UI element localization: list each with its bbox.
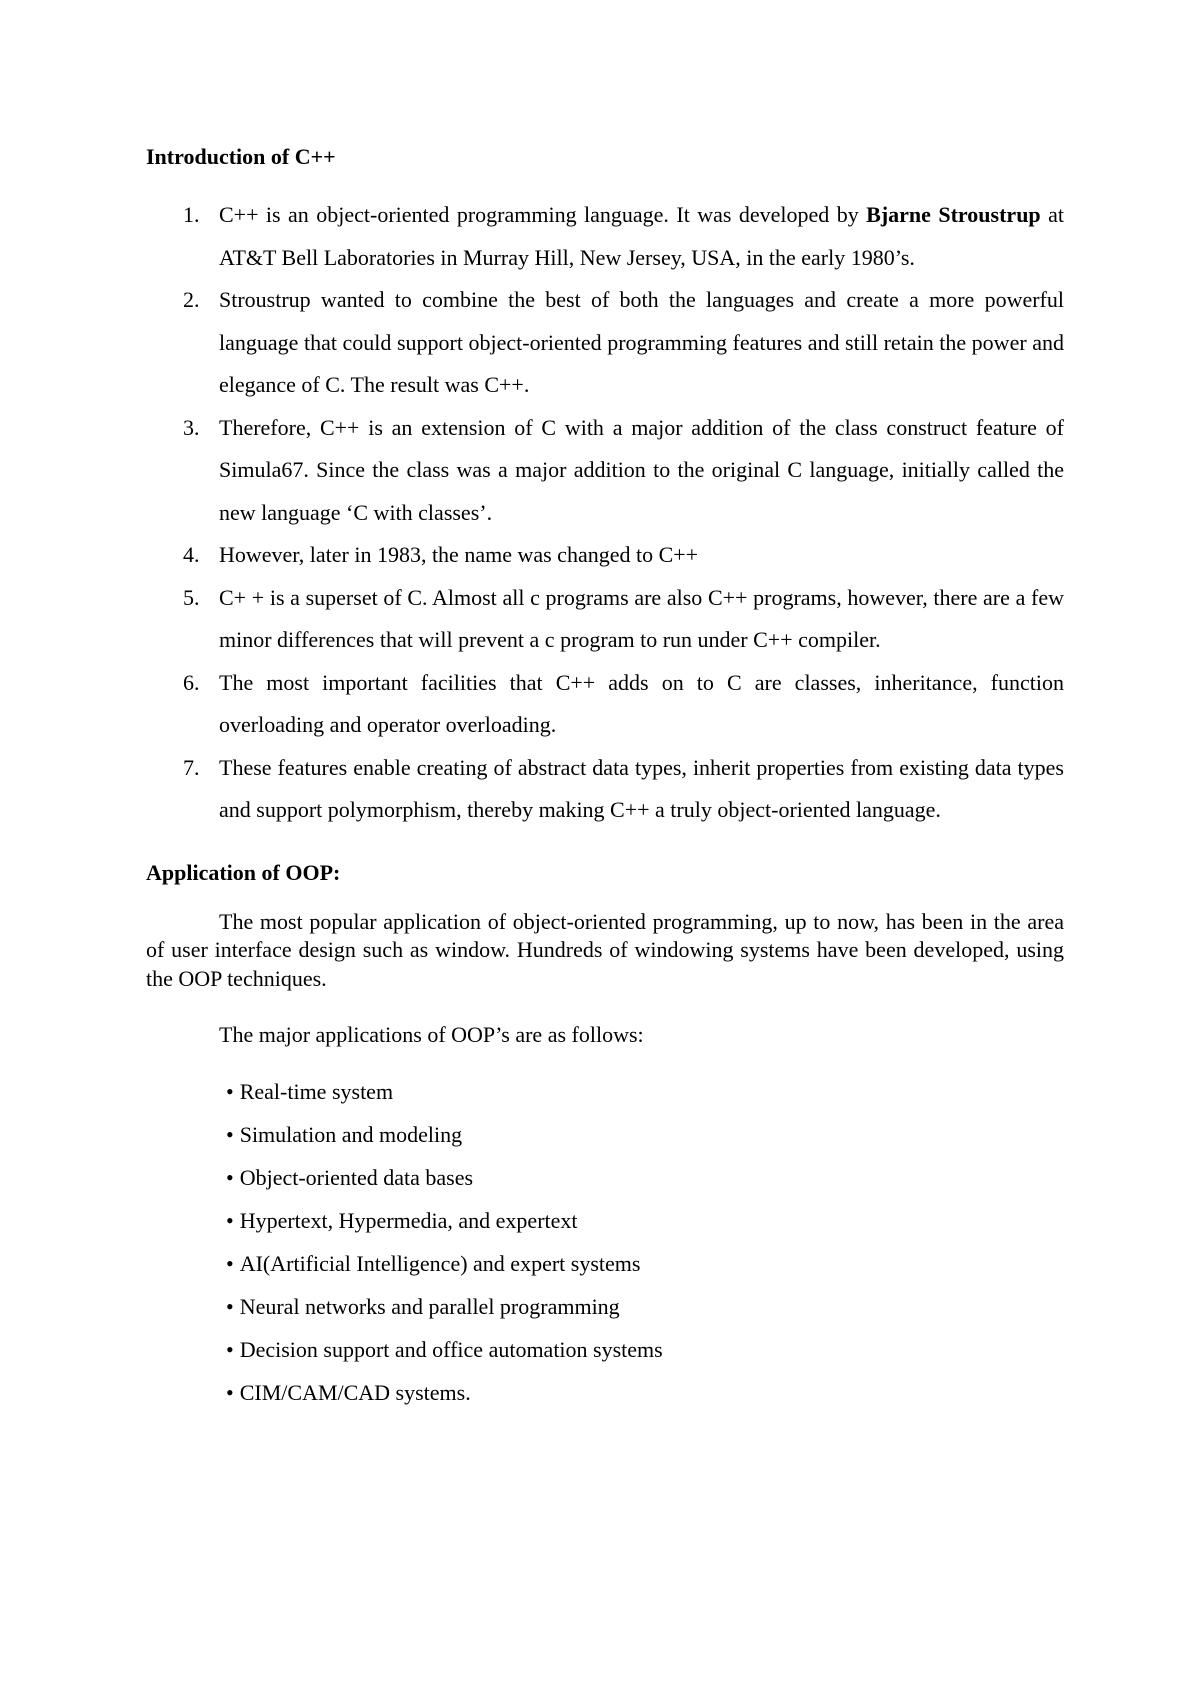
list-item-text: Neural networks and parallel programming [239, 1293, 620, 1319]
applications-list [146, 1070, 1064, 1414]
list-item-bold-name: Bjarne Stroustrup [866, 202, 1041, 227]
list-item-text: AI(Artificial Intelligence) and expert systems [239, 1250, 641, 1276]
list-item [146, 1070, 1064, 1113]
list-item-text: Decision support and office automation systems [239, 1336, 663, 1362]
list-item-text: C++ is an object-oriented programming language. It was developed by [219, 202, 867, 227]
list-item-number: 6. [183, 669, 200, 695]
list-item [146, 1242, 1064, 1285]
list-item [146, 662, 1064, 747]
bullet-icon: • [226, 1078, 234, 1104]
list-item [146, 577, 1064, 662]
document-page [146, 142, 1064, 1414]
list-item [146, 194, 1064, 279]
bullet-icon: • [226, 1121, 234, 1147]
list-item [146, 1371, 1064, 1414]
list-item-text: Simulation and modeling [239, 1121, 463, 1147]
list-item-text: Hypertext, Hypermedia, and expertext [239, 1207, 578, 1233]
application-heading: Application of OOP: [146, 859, 341, 885]
list-item [146, 1328, 1064, 1371]
list-item [146, 1156, 1064, 1199]
list-item-number: 5. [183, 584, 200, 610]
list-item-number: 2. [183, 287, 200, 312]
intro-heading: Introduction of C++ [146, 144, 336, 169]
list-item-text: at AT&T Bell Laboratories in Murray Hill, New Jersey, USA, in the early 1980’s. [219, 202, 1064, 270]
list-item [146, 1199, 1064, 1242]
list-item-text: Real-time system [239, 1078, 394, 1104]
application-paragraph: The most popular application of object-oriented programming, up to now, has been in the area of user interface design such as window. Hundreds of windowing systems have been developed, using the OOP techniques. [146, 908, 1064, 991]
list-item-text: However, later in 1983, the name was changed to C++ [219, 542, 699, 567]
list-item [146, 279, 1064, 407]
list-item [146, 1113, 1064, 1156]
list-item-text: C+ + is a superset of C. Almost all c programs are also C++ programs, however, there are a few minor differences that will prevent a c program to run under C++ compiler. [219, 584, 1064, 652]
list-item-text: These features enable creating of abstract data types, inherit properties from existing data types and support polymorphism, thereby making C++ a truly object-oriented language. [219, 754, 1064, 822]
list-item-number: 4. [183, 542, 200, 567]
list-item [146, 407, 1064, 535]
bullet-icon: • [226, 1379, 234, 1405]
list-item-text: CIM/CAM/CAD systems. [239, 1379, 471, 1405]
list-item-text: Stroustrup wanted to combine the best of both the languages and create a more powerful language that could support object-oriented programming features and still retain the power and elegance of C. The result was C++. [219, 287, 1064, 397]
applications-list-intro: The major applications of OOP’s are as follows: [219, 1022, 644, 1047]
list-item [146, 1285, 1064, 1328]
intro-list [146, 194, 1064, 832]
bullet-icon: • [226, 1293, 234, 1319]
bullet-icon: • [226, 1164, 234, 1190]
list-item-number: 1. [183, 202, 200, 227]
list-item-text: The most important facilities that C++ adds on to C are classes, inheritance, function overloading and operator overloading. [219, 669, 1064, 737]
bullet-icon: • [226, 1250, 234, 1276]
list-item-text: Therefore, C++ is an extension of C with a major addition of the class construct feature of Simula67. Since the class was a major addition to the original C language, initially called the new language ‘C with classes’. [219, 414, 1064, 525]
list-item-text: Object-oriented data bases [239, 1164, 474, 1190]
bullet-icon: • [226, 1207, 234, 1233]
list-item [146, 534, 1064, 577]
list-item [146, 747, 1064, 832]
bullet-icon: • [226, 1336, 234, 1362]
list-item-number: 7. [183, 754, 200, 780]
list-item-number: 3. [183, 414, 200, 440]
